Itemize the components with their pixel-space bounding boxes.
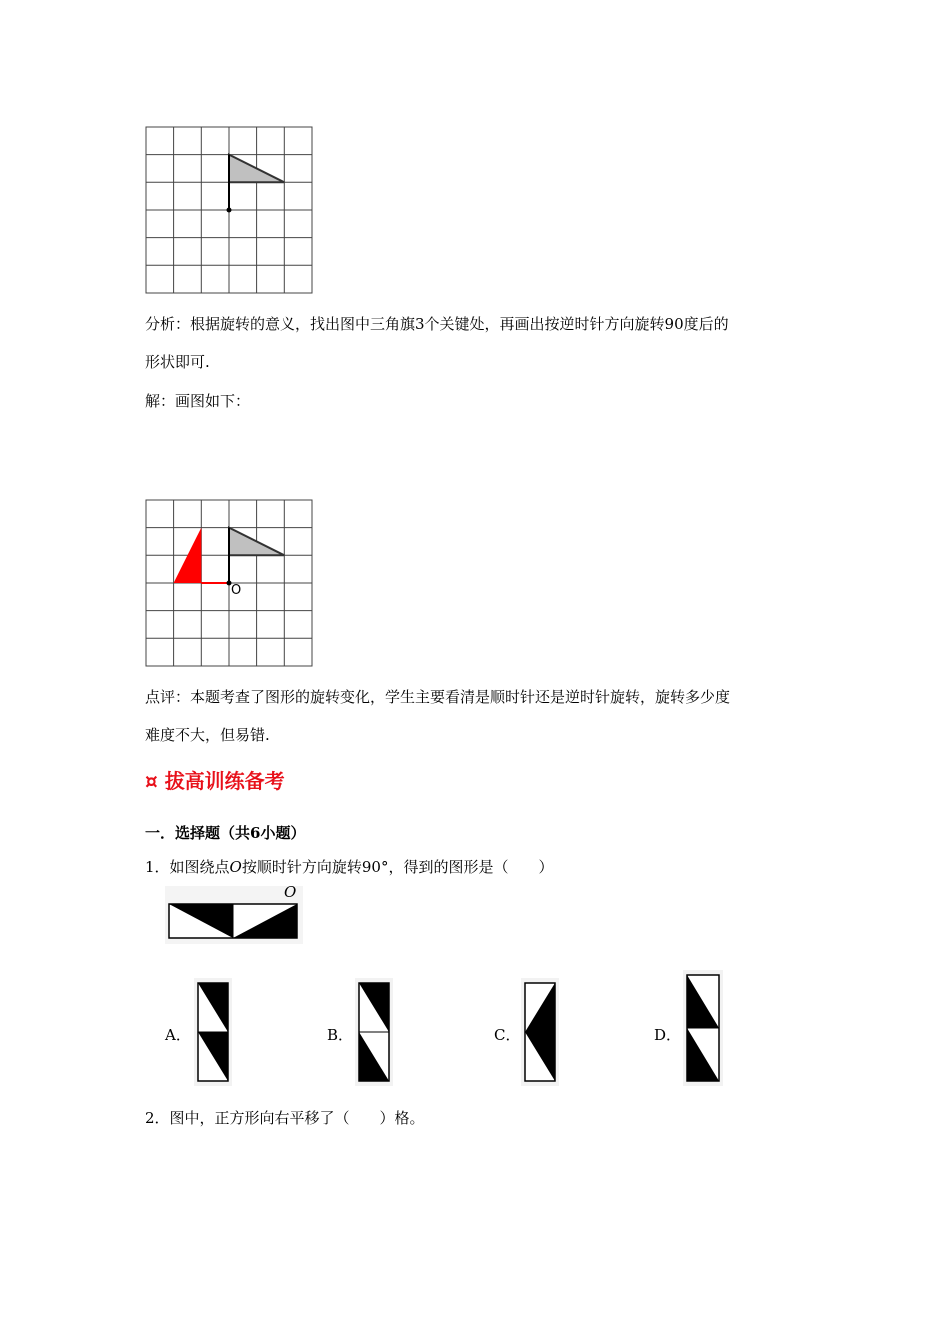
grid-figure-solution: [145, 499, 313, 667]
rotation-point: [227, 208, 232, 213]
solution-text: 解：画图如下：: [145, 392, 251, 410]
option-d-figure[interactable]: [683, 970, 723, 1086]
analysis-line-2: 形状即可.: [145, 353, 210, 371]
option-a-figure[interactable]: [194, 978, 232, 1086]
comment-line-2: 难度不大，但易错.: [145, 726, 270, 744]
training-heading: ¤ 拔高训练备考: [145, 769, 285, 793]
analysis-line-1: 分析：根据旋转的意义，找出图中三角旗3个关键处，再画出按逆时针方向旋转90度后的: [145, 315, 729, 333]
option-c-figure[interactable]: [521, 978, 559, 1086]
question-1-point: O: [229, 858, 242, 876]
q1-figure-point-label: O: [284, 883, 297, 901]
question-1-prefix: 1．如图绕点: [145, 858, 230, 876]
option-c-label[interactable]: C．: [494, 1026, 521, 1044]
section-title: 一．选择题（共6小题）: [145, 824, 306, 842]
question-1-suffix: 按顺时针方向旋转90°，得到的图形是（ ）: [241, 858, 554, 876]
option-d-label[interactable]: D．: [654, 1026, 682, 1044]
point-o-label: O: [231, 583, 242, 598]
option-b-label[interactable]: B．: [327, 1026, 354, 1044]
question-1: [145, 857, 553, 877]
grid-figure-original: [145, 126, 313, 294]
option-a-label[interactable]: A．: [165, 1026, 191, 1044]
option-b-figure[interactable]: [355, 978, 393, 1086]
question-2: 2．图中，正方形向右平移了（ ）格。: [145, 1109, 425, 1127]
comment-line-1: 点评：本题考查了图形的旋转变化，学生主要看清是顺时针还是逆时针旋转，旋转多少度: [145, 688, 731, 706]
q1-figure: [165, 886, 303, 944]
